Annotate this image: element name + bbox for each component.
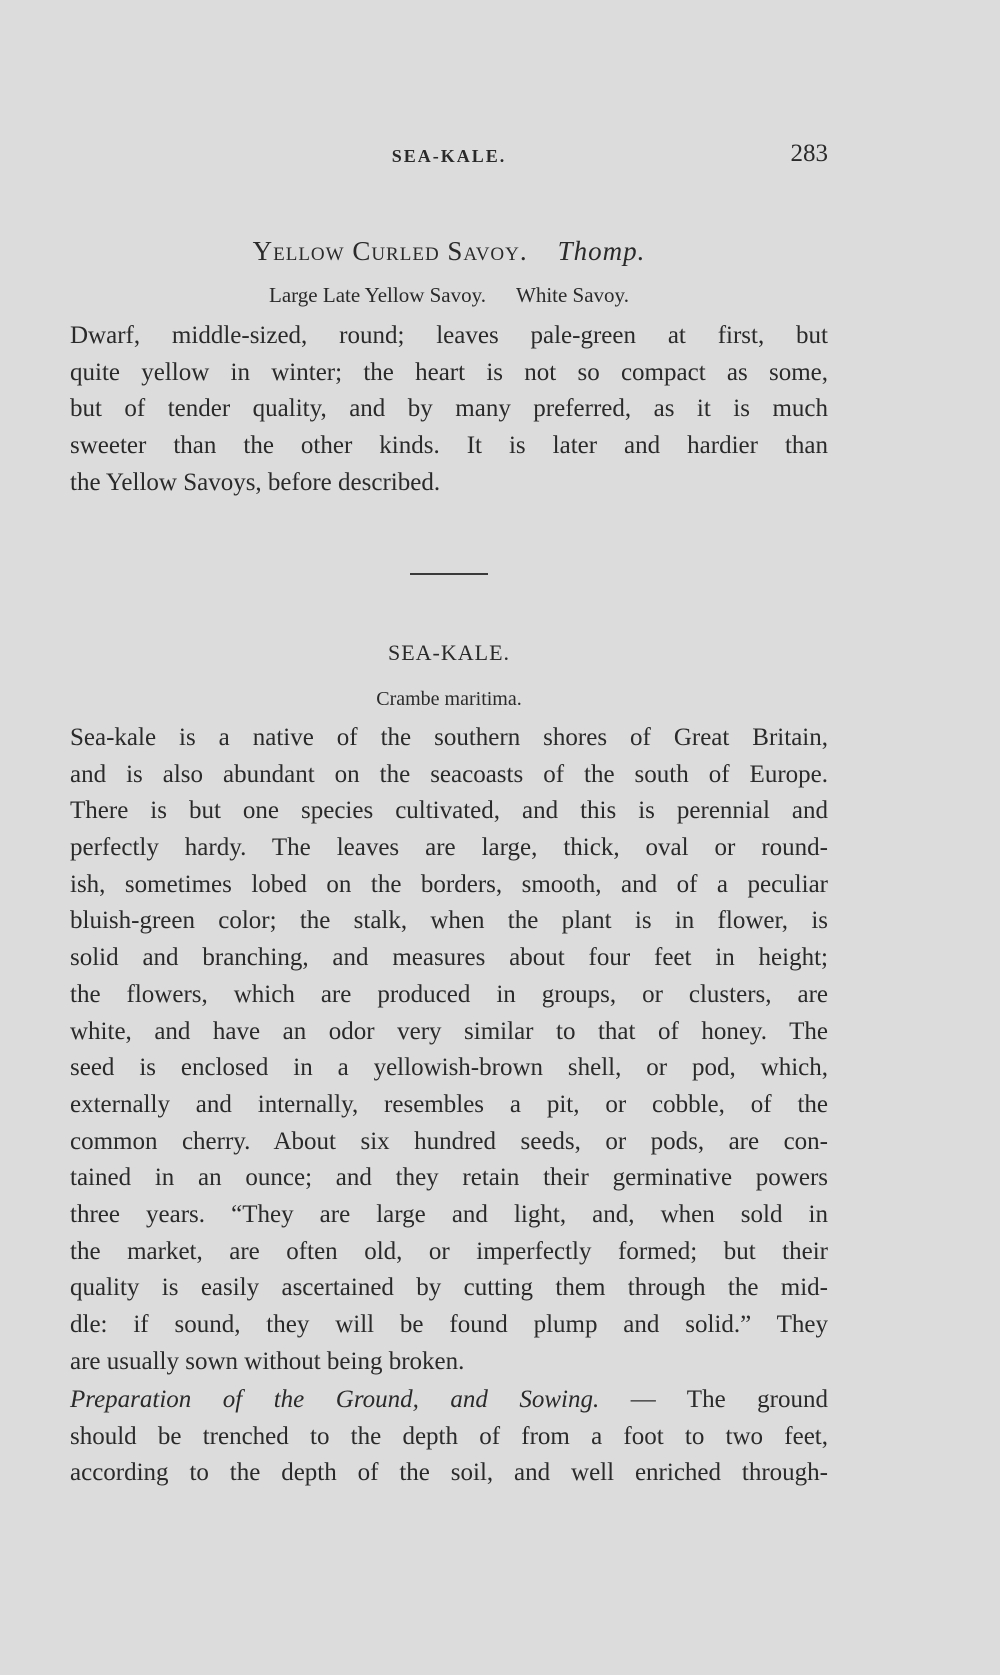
section-body bbox=[70, 720, 828, 1380]
text-line: tained in an ounce; and they retain their germinative powers bbox=[70, 1164, 828, 1192]
text-line: the Yellow Savoys, before described. bbox=[70, 468, 441, 496]
text-line: white, and have an odor very similar to that of honey. The bbox=[70, 1017, 828, 1045]
text-line: should be trenched to the depth of from a foot to two feet, bbox=[70, 1422, 828, 1450]
text-line: quality is easily ascertained by cutting them through the mid- bbox=[70, 1274, 828, 1302]
text-fragment: — The ground bbox=[599, 1386, 828, 1413]
text-line: perfectly hardy. The leaves are large, thick, oval or round- bbox=[70, 834, 828, 862]
text-line: are usually sown without being broken. bbox=[70, 1347, 465, 1375]
text-line: common cherry. About six hundred seeds, or pods, are con- bbox=[70, 1127, 828, 1155]
section-divider bbox=[410, 573, 488, 575]
entry-synonyms bbox=[70, 283, 828, 308]
text-line: sweeter than the other kinds. It is later and hardier than bbox=[70, 432, 828, 460]
entry-name: Yellow Curled Savoy. bbox=[252, 236, 528, 266]
text-line: externally and internally, resembles a pit, or cobble, of the bbox=[70, 1090, 828, 1118]
synonym: White Savoy. bbox=[516, 283, 629, 307]
text-line: Dwarf, middle-sized, round; leaves pale-green at first, but bbox=[70, 322, 828, 349]
text-line: the market, are often old, or imperfectly formed; but their bbox=[70, 1237, 828, 1265]
text-line: solid and branching, and measures about four feet in height; bbox=[70, 944, 828, 972]
section-subtitle: Crambe maritima. bbox=[376, 688, 522, 710]
entry-authority: Thomp. bbox=[557, 236, 646, 266]
entry-description bbox=[70, 318, 828, 501]
text-line: There is but one species cultivated, and this is perennial and bbox=[70, 797, 828, 825]
text-line: bluish-green color; the stalk, when the plant is in flower, is bbox=[70, 907, 828, 935]
synonym: Large Late Yellow Savoy. bbox=[269, 283, 486, 307]
text-line: according to the depth of the soil, and well enriched through- bbox=[70, 1459, 828, 1487]
text-line: but of tender quality, and by many preferred, as it is much bbox=[70, 395, 828, 423]
text-line bbox=[70, 1382, 828, 1419]
text-line: and is also abundant on the seacoasts of the south of Europe. bbox=[70, 760, 828, 788]
subsection-heading: Preparation of the Ground, and Sowing. bbox=[70, 1386, 600, 1413]
subsection-body bbox=[70, 1382, 828, 1492]
text-line: the flowers, which are produced in groups, or clusters, are bbox=[70, 980, 828, 1008]
entry-heading bbox=[70, 236, 828, 267]
text-line: seed is enclosed in a yellowish-brown shell, or pod, which, bbox=[70, 1054, 828, 1082]
running-title: SEA-KALE. bbox=[391, 146, 507, 166]
text-line: ish, sometimes lobed on the borders, smooth, and of a peculiar bbox=[70, 870, 828, 898]
text-line: quite yellow in winter; the heart is not so compact as some, bbox=[70, 358, 828, 386]
running-head bbox=[70, 140, 828, 172]
text-line: dle: if sound, they will be found plump and solid.” They bbox=[70, 1311, 828, 1338]
section-title: SEA-KALE. bbox=[387, 640, 511, 665]
text-line: three years. “They are large and light, and, when sold in bbox=[70, 1200, 828, 1228]
page-number: 283 bbox=[790, 140, 828, 167]
text-line: Sea-kale is a native of the southern shores of Great Britain, bbox=[70, 724, 828, 751]
